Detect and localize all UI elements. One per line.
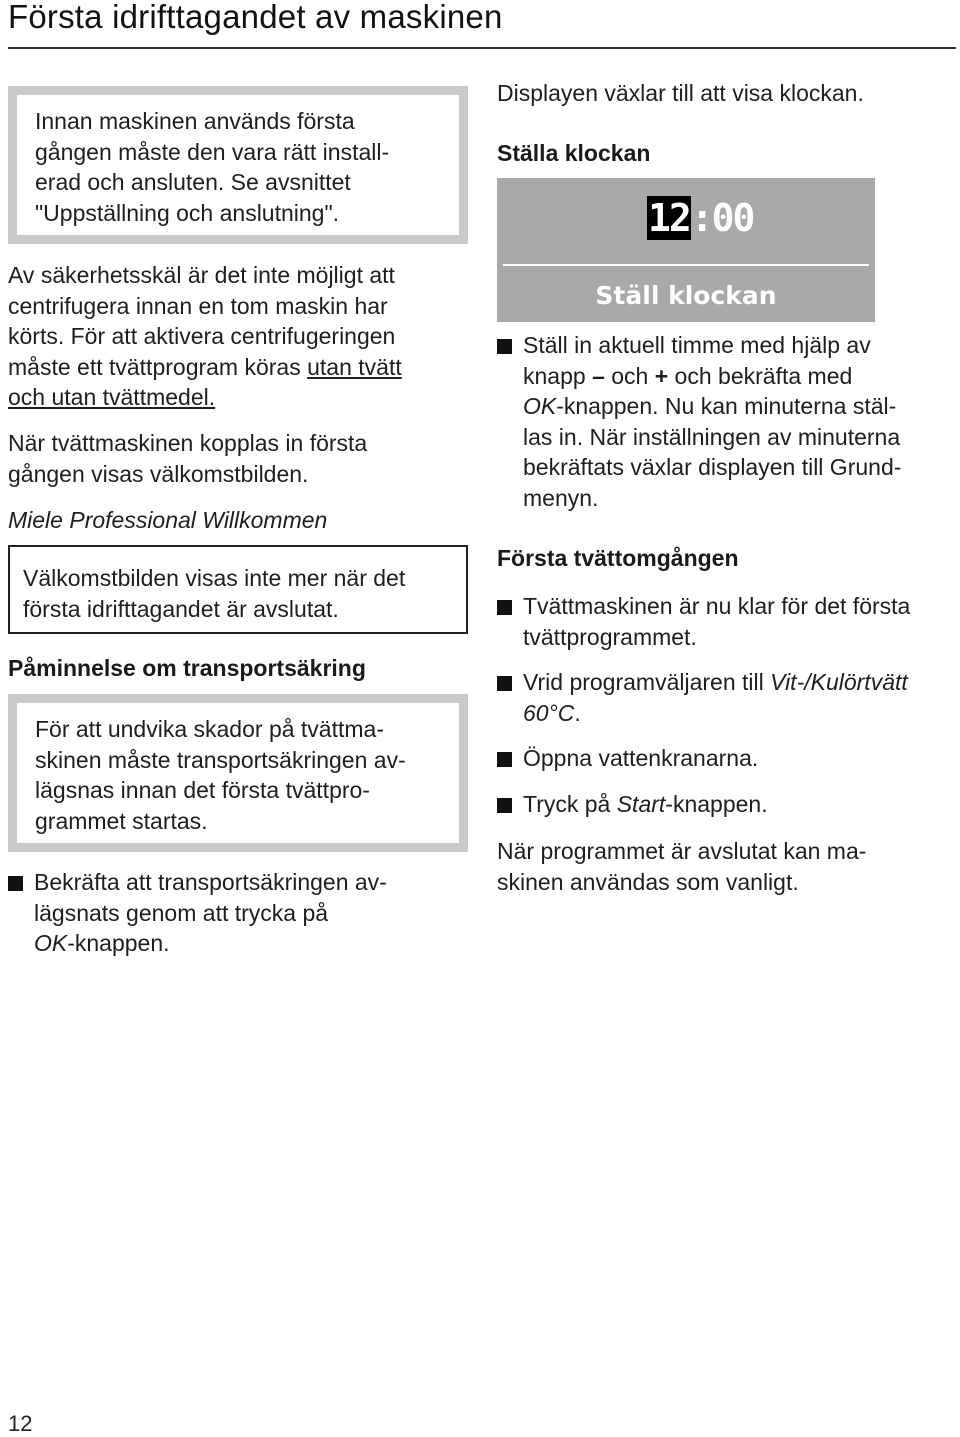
display-minutes: 00	[711, 196, 754, 240]
bullet-text	[34, 867, 387, 959]
text-line: När programmet är avslutat kan ma-	[497, 838, 867, 864]
frame-box-welcome-text	[23, 563, 454, 624]
text-line: För att undvika skador på tvättma-	[35, 716, 384, 742]
text-line: centrifugera innan en tom maskin har	[8, 292, 388, 319]
text-line	[34, 928, 387, 959]
italic-text: 60°C	[523, 699, 575, 726]
paragraph-display-switch: Displayen växlar till att visa klockan.	[497, 80, 864, 106]
italic-text: Start	[616, 791, 666, 817]
text-line: lägsnats genom att trycka på	[34, 899, 329, 926]
page-number: 12	[8, 1411, 33, 1436]
text-line: bekräftats växlar displayen till Grund-	[523, 454, 902, 480]
bullet-text	[523, 789, 768, 820]
bullet-text	[523, 667, 960, 728]
text-line: "Uppställning och anslutning".	[35, 199, 340, 226]
display-screen	[497, 178, 875, 322]
text-span: -knappen.	[665, 791, 768, 817]
text-line	[8, 352, 468, 383]
text-line: Av säkerhetsskäl är det inte möjligt att	[8, 262, 395, 288]
text-line: lägsnas innan det första tvättpro-	[35, 777, 370, 803]
text-line	[523, 361, 960, 392]
note-box-transport	[8, 694, 468, 852]
note-box-transport-text	[35, 714, 441, 836]
text-line	[523, 698, 960, 729]
text-line: erad och ansluten. Se avsnittet	[35, 169, 351, 195]
text-line: tvättprogrammet.	[523, 623, 697, 650]
plus-key-symbol: +	[654, 362, 669, 389]
italic-text: OK	[523, 393, 557, 419]
paragraph-program-end	[497, 836, 957, 897]
text-line: skinen måste transportsäkringen av-	[35, 746, 406, 773]
display-time	[647, 196, 753, 240]
page-title: Första idrifttagandet av maskinen	[8, 0, 503, 35]
text-line: Ställ in aktuell timme med hjälp av	[523, 332, 871, 358]
bullet-square-icon	[497, 600, 512, 615]
bullet-square-icon	[497, 798, 512, 813]
frame-box-welcome	[8, 545, 468, 634]
bullet-square-icon	[497, 339, 512, 354]
text-line: Tvättmaskinen är nu klar för det första	[523, 593, 911, 619]
text-span: -knappen.	[67, 930, 170, 956]
paragraph-first-start	[8, 428, 468, 489]
note-box-installation-text	[35, 106, 441, 228]
text-line: körts. För att aktivera centrifugeringen	[8, 323, 396, 349]
text-span: och	[604, 362, 655, 389]
text-line: las in. När inställningen av minuterna	[523, 423, 901, 450]
text-line	[523, 391, 960, 422]
text-span: .	[574, 699, 581, 726]
display-label: Ställ klockan	[595, 281, 777, 310]
minus-key-symbol: –	[592, 362, 605, 389]
text-span: Vrid programväljaren till	[523, 669, 771, 695]
display-colon: :	[690, 196, 712, 240]
text-line: menyn.	[523, 484, 599, 511]
bullet-text	[523, 330, 960, 513]
text-line: grammet startas.	[35, 807, 208, 834]
display-divider	[503, 264, 869, 266]
welcome-text: Miele Professional Willkommen	[8, 507, 328, 533]
text-line: Välkomstbilden visas inte mer när det	[23, 565, 406, 591]
text-line	[523, 667, 960, 698]
heading-first-wash: Första tvättomgången	[497, 545, 739, 571]
text-line: skinen användas som vanligt.	[497, 868, 799, 895]
text-span: -knappen. Nu kan minuterna stäl-	[556, 393, 897, 419]
text-span: Tryck på	[523, 791, 617, 817]
italic-text: Vit-/Kulörtvätt	[770, 669, 908, 695]
bullet-square-icon	[8, 876, 23, 891]
text-span: knapp	[523, 362, 593, 389]
underlined-text: och utan tvättmedel.	[8, 384, 216, 410]
text-line: När tvättmaskinen kopplas in första	[8, 430, 368, 456]
text-line: första idrifttagandet är avslutat.	[23, 595, 339, 622]
text-span: måste ett tvättprogram köras	[8, 353, 308, 380]
bullet-text: Öppna vattenkranarna.	[523, 745, 759, 771]
text-line	[8, 382, 468, 413]
text-line: gången måste den vara rätt install-	[35, 138, 390, 165]
text-span: och bekräfta med	[668, 362, 853, 389]
bullet-square-icon	[497, 676, 512, 691]
bullet-square-icon	[497, 752, 512, 767]
title-rule	[8, 47, 956, 49]
italic-text: OK	[34, 930, 68, 956]
display-hours-highlight: 12	[648, 196, 690, 240]
heading-set-clock: Ställa klockan	[497, 140, 651, 166]
underlined-text: utan tvätt	[307, 353, 402, 380]
paragraph-safety	[8, 260, 468, 413]
bullet-text	[523, 591, 960, 652]
text-line: gången visas välkomstbilden.	[8, 460, 309, 487]
text-line: Innan maskinen används första	[35, 108, 355, 134]
heading-transport-reminder: Påminnelse om transportsäkring	[8, 655, 366, 681]
text-line: Bekräfta att transportsäkringen av-	[34, 869, 387, 895]
note-box-installation	[8, 86, 468, 244]
